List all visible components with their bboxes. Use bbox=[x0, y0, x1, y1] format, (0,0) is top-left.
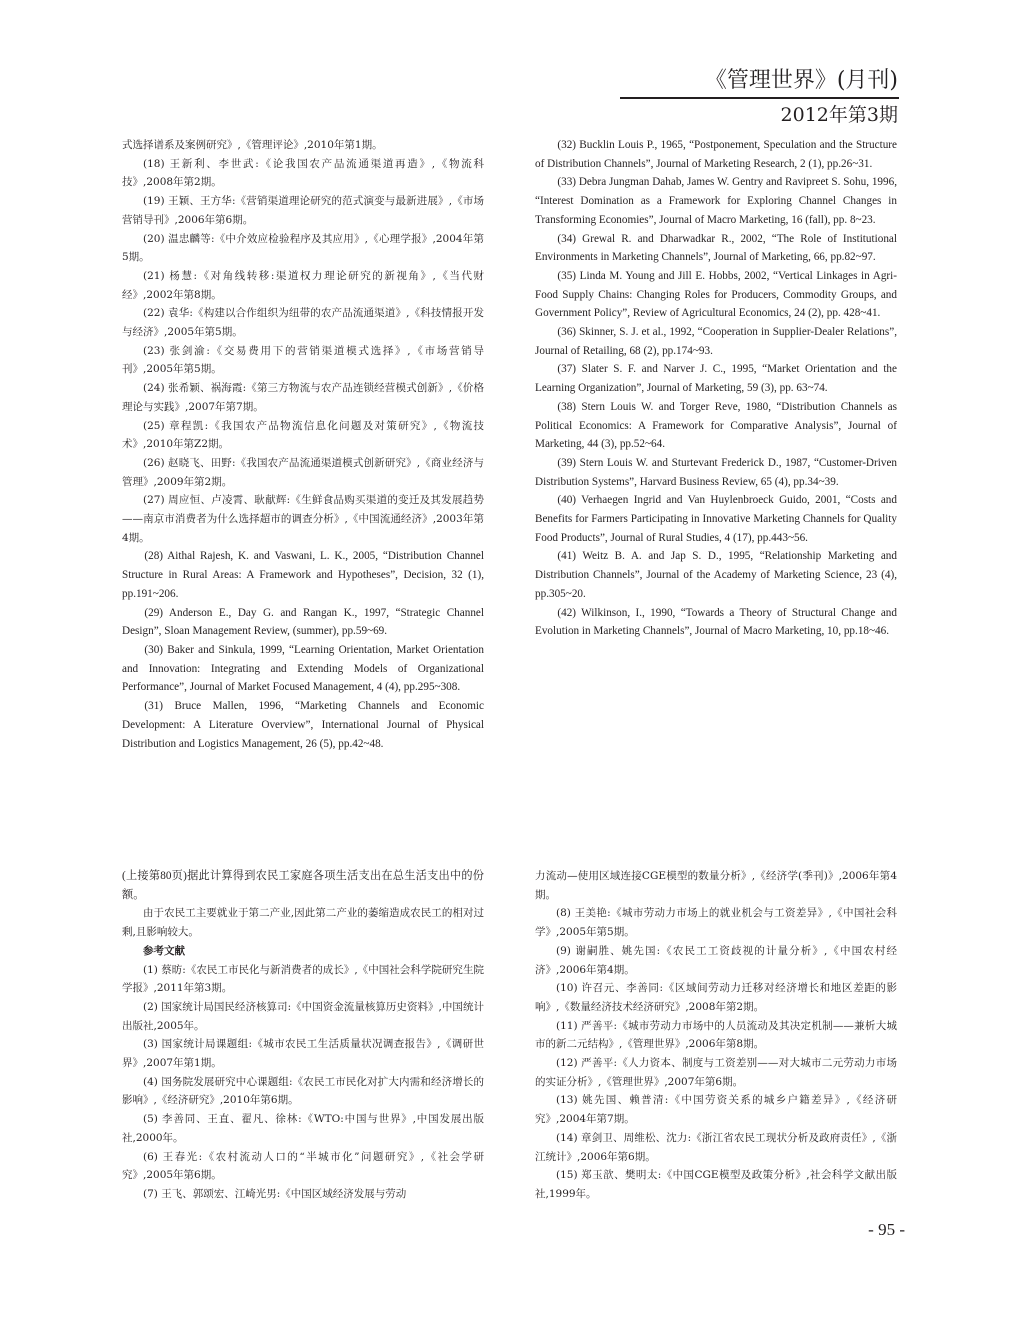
reference-entry: (15) 郑玉歆、樊明太:《中国CGE模型及政策分析》,社会科学文献出版社,1999年。 bbox=[535, 1169, 897, 1200]
continued-section-left bbox=[122, 867, 484, 1204]
reference-entry: (8) 王美艳:《城市劳动力市场上的就业机会与工资差异》,《中国社会科学》,2005年第5期。 bbox=[535, 907, 897, 939]
reference-entry: 力流动—使用区域连接CGE模型的数量分析》,《经济学(季刊)》,2006年第4期。 bbox=[535, 870, 897, 901]
continued-section-right bbox=[535, 867, 897, 1204]
reference-entry: (41) Weitz B. A. and Jap S. D., 1995, “Relationship Marketing and Distribution Channels”, Journal of the Academy of Marketing Science, 23 (4), pp.305~20. bbox=[535, 550, 897, 600]
reference-entry: (11) 严善平:《城市劳动力市场中的人员流动及其决定机制——兼析大城市的新二元结构》,《管理世界》,2006年第8期。 bbox=[535, 1019, 897, 1051]
reference-entry: (36) Skinner, S. J. et al., 1992, “Cooperation in Supplier-Dealer Relations”, Journal of Retailing, 68 (2), pp.174~93. bbox=[535, 326, 897, 357]
reference-entry: (22) 袁华:《构建以合作组织为纽带的农产品流通渠道》,《科技情报开发与经济》,2005年第5期。 bbox=[122, 307, 484, 339]
reference-entry: (28) Aithal Rajesh, K. and Vaswani, L. K., 2005, “Distribution Channel Structure in Rural Areas: A Framework and Hypotheses”, Decision, 32 (1), pp.191~206. bbox=[122, 550, 484, 600]
journal-name: 《管理世界》(月刊) bbox=[704, 68, 898, 93]
reference-entry: (14) 章剑卫、周维松、沈力:《浙江省农民工现状分析及政府责任》,《浙江统计》,2006年第6期。 bbox=[535, 1131, 897, 1163]
reference-entry: (18) 王新利、李世武:《论我国农产品流通渠道再造》,《物流科技》,2008年第2期。 bbox=[122, 157, 484, 189]
reference-entry: (9) 谢嗣胜、姚先国:《农民工工资歧视的计量分析》,《中国农村经济》,2006年第4期。 bbox=[535, 944, 897, 976]
references-top-left bbox=[122, 136, 484, 753]
reference-entry: (20) 温忠麟等:《中介效应检验程序及其应用》,《心理学报》,2004年第5期。 bbox=[122, 232, 484, 264]
page-number: - 95 - bbox=[868, 1220, 905, 1239]
reference-entry: (37) Slater S. F. and Narver J. C., 1995, “Market Orientation and the Learning Organization”, Journal of Marketing, 59 (3), pp. 63~74. bbox=[535, 363, 897, 395]
reference-entry: (42) Wilkinson, I., 1990, “Towards a Theory of Structural Change and Evolution in Marketing Channels”, Journal of Macro Marketing, 10, pp.18~46. bbox=[535, 606, 897, 638]
reference-entry: (39) Stern Louis W. and Sturtevant Frederick D., 1987, “Customer-Driven Distribution Systems”, Harvard Business Review, 65 (4), pp.34~39. bbox=[535, 456, 897, 488]
reference-entry: (29) Anderson E., Day G. and Rangan K., 1997, “Strategic Channel Design”, Sloan Management Review, (summer), pp.59~69. bbox=[122, 606, 484, 638]
reference-entry: (27) 周应恒、卢凌霄、耿献辉:《生鲜食品购买渠道的变迁及其发展趋势——南京市消费者为什么选择超市的调查分析》,《中国流通经济》,2003年第4期。 bbox=[122, 494, 484, 544]
reference-entry: (6) 王春光:《农村流动人口的“半城市化”问题研究》,《社会学研究》,2005年第6期。 bbox=[122, 1150, 484, 1182]
reference-entry: (30) Baker and Sinkula, 1999, “Learning Orientation, Market Orientation and Innovation: Integrating and Extending Models of Organizational Performance”, Journal of Market Focused Management, 4 (4), pp.295~308. bbox=[122, 643, 484, 694]
reference-entry: (33) Debra Jungman Dahab, James W. Gentry and Ravipreet S. Sohu, 1996, “Interest Domination as a Framework for Exploring Channel Changes in Transforming Economies”, Journal of Macro Marketing, 16 (fall), pp. 8~23. bbox=[535, 176, 897, 226]
issue-line: 2012年第3期 bbox=[780, 104, 898, 126]
reference-entry: (32) Bucklin Louis P., 1965, “Postponement, Speculation and the Structure of Distribution Channels”, Journal of Marketing Research, 2 (1), pp.26~31. bbox=[535, 139, 897, 170]
reference-entry: (上接第80页)据此计算得到农民工家庭各项生活支出在总生活支出中的份额。 bbox=[122, 870, 484, 901]
reference-entry: (5) 李善同、王直、翟凡、徐林:《WTO:中国与世界》,中国发展出版社,2000年。 bbox=[122, 1113, 484, 1144]
references-top-right bbox=[535, 136, 897, 641]
reference-entry: (13) 姚先国、赖普清:《中国劳资关系的城乡户籍差异》,《经济研究》,2004年第7期。 bbox=[535, 1094, 897, 1126]
reference-entry: 式选择谱系及案例研究》,《管理评论》,2010年第1期。 bbox=[122, 139, 383, 151]
reference-entry: (26) 赵晓飞、田野:《我国农产品流通渠道模式创新研究》,《商业经济与管理》,2009年第2期。 bbox=[122, 456, 484, 488]
reference-entry: (31) Bruce Mallen, 1996, “Marketing Channels and Economic Development: A Literature Overview”, International Journal of Physical Distribution and Logistics Management, 26 (5), pp.42~48. bbox=[122, 700, 484, 750]
reference-entry: (38) Stern Louis W. and Torger Reve, 1980, “Distribution Channels as Political Economics: A Framework for Comparative Analysis”, Journal of Marketing, 44 (3), pp.52~64. bbox=[535, 400, 897, 451]
reference-entry: (2) 国家统计局国民经济核算司:《中国资金流量核算历史资料》,中国统计出版社,2005年。 bbox=[122, 1000, 484, 1032]
reference-entry: (10) 许召元、李善同:《区域间劳动力迁移对经济增长和地区差距的影响》,《数量经济技术经济研究》,2008年第2期。 bbox=[535, 982, 897, 1013]
reference-entry: (24) 张希颖、祸海霞:《第三方物流与农产品连锁经营模式创新》,《价格理论与实践》,2007年第7期。 bbox=[122, 382, 484, 413]
reference-entry: (1) 蔡昉:《农民工市民化与新消费者的成长》,《中国社会科学院研究生院学报》,2011年第3期。 bbox=[122, 963, 484, 995]
reference-entry: (19) 王颖、王方华:《营销渠道理论研究的范式演变与最新进展》,《市场营销导刊》,2006年第6期。 bbox=[122, 195, 484, 226]
header-rule bbox=[620, 97, 899, 99]
section-heading: 参考文献 bbox=[143, 944, 185, 957]
reference-entry: (4) 国务院发展研究中心课题组:《农民工市民化对扩大内需和经济增长的影响》,《经济研究》,2010年第6期。 bbox=[122, 1075, 484, 1107]
reference-entry: (25) 章程凯:《我国农产品物流信息化问题及对策研究》,《物流技术》,2010年第Z2期。 bbox=[122, 419, 484, 451]
reference-entry: (35) Linda M. Young and Jill E. Hobbs, 2002, “Vertical Linkages in Agri-Food Supply Chains: Changing Roles for Producers, Commodity Groups, and Government Policy”, Review of Agricultural Economics, 24 (2), pp. 428~41. bbox=[535, 269, 897, 320]
reference-entry: (40) Verhaegen Ingrid and Van Huylenbroeck Guido, 2001, “Costs and Benefits for Farmers Participating in Innovative Marketing Channels for Quality Food Products”, Journal of Rural Studies, 4 (17), pp.443~56. bbox=[535, 494, 897, 544]
reference-entry: (34) Grewal R. and Dharwadkar R., 2002, “The Role of Institutional Environments in Marketing Channels”, Journal of Marketing, 66, pp.82~97. bbox=[535, 232, 897, 264]
reference-entry: 由于农民工主要就业于第二产业,因此第二产业的萎缩造成农民工的相对过剩,且影响较大。 bbox=[122, 907, 484, 939]
reference-entry: (23) 张剑渝:《交易费用下的营销渠道模式选择》,《市场营销导刊》,2005年第5期。 bbox=[122, 344, 484, 376]
reference-entry: (12) 严善平:《人力资本、制度与工资差别——对大城市二元劳动力市场的实证分析》,《管理世界》,2007年第6期。 bbox=[535, 1057, 897, 1088]
reference-entry: (3) 国家统计局课题组:《城市农民工生活质量状况调查报告》,《调研世界》,2007年第1期。 bbox=[122, 1038, 484, 1070]
reference-entry: (21) 杨慧:《对角线转移:渠道权力理论研究的新视角》,《当代财经》,2002年第8期。 bbox=[122, 269, 484, 301]
reference-entry: (7) 王飞、郭颂宏、江崎光男:《中国区域经济发展与劳动 bbox=[143, 1187, 407, 1200]
